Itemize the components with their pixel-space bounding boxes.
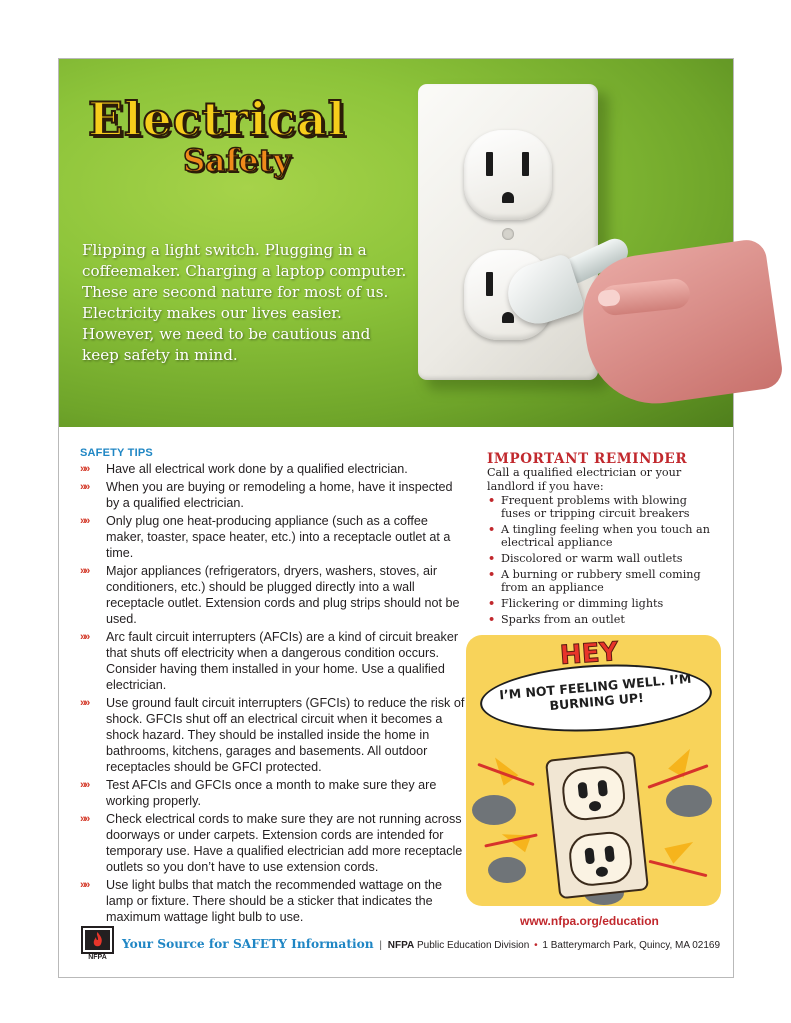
eye [597, 780, 608, 797]
reminder-item-text: Discolored or warm wall outlets [501, 552, 683, 565]
chevron-bullet-icon: »» [80, 697, 89, 709]
safety-tips-list [80, 461, 468, 927]
safety-tip [80, 877, 468, 925]
chevron-bullet-icon: »» [80, 463, 89, 475]
slot [486, 272, 493, 296]
reminder-item [487, 523, 717, 549]
cartoon-outlet-character [545, 751, 649, 900]
safety-tip [80, 461, 468, 477]
mouth [595, 866, 608, 877]
reminder-item-text: Sparks from an outlet [501, 613, 625, 626]
safety-tip-text: Major appliances (refrigerators, dryers, washers, stoves, air conditioners, etc.) should be plugged directly into a wall receptacle outlet. Extension cords and plug strips should not be used. [106, 564, 460, 626]
smoke-puff-icon [488, 857, 526, 883]
bullet-icon: • [488, 522, 496, 536]
mouth [589, 801, 602, 812]
safety-tip-text: Have all electrical work done by a qualified electrician. [106, 462, 408, 476]
cartoon-face-lower [567, 830, 634, 888]
reminder-item-text: Flickering or dimming lights [501, 597, 664, 610]
wall-outlet-image [418, 84, 598, 380]
bullet-icon: • [488, 567, 496, 581]
important-reminder-heading: IMPORTANT REMINDER [487, 451, 688, 467]
chevron-bullet-icon: »» [80, 779, 89, 791]
bullet-icon: • [488, 493, 496, 507]
cartoon-hey: HEY [559, 637, 620, 671]
title-safety: Safety [183, 143, 291, 179]
reminder-item [487, 613, 717, 626]
safety-tip [80, 777, 468, 809]
smoke-puff-icon [472, 795, 516, 825]
reminder-item-text: A burning or rubbery smell coming from an appliance [501, 568, 701, 594]
safety-tip-text: Arc fault circuit interrupters (AFCIs) are a kind of circuit breaker that shuts off electricity when a dangerous condition occurs. Consider having them installed in your home. Use a qualified electrician. [106, 630, 459, 692]
lightning-bolt-icon [664, 834, 697, 864]
safety-tip-text: Use ground fault circuit interrupters (GFCIs) to reduce the risk of shock. GFCIs shut off an electrical circuit when it becomes a shock hazard. They should be installed inside the home in bathrooms, kitchens, garages and basements. All outdoor receptacles should be GFCI protected. [106, 696, 465, 774]
slot [486, 152, 493, 176]
chevron-bullet-icon: »» [80, 565, 89, 577]
nfpa-logo-text: NFPA [88, 954, 107, 960]
safety-tip [80, 629, 468, 693]
bullet-icon: • [488, 612, 496, 626]
eye [577, 782, 588, 799]
burning-outlet-cartoon [466, 635, 721, 906]
ground-hole [502, 312, 514, 323]
nfpa-education-link[interactable]: www.nfpa.org/education [520, 914, 659, 928]
footer-tagline: Your Source for SAFETY Information [122, 937, 374, 951]
chevron-bullet-icon: »» [80, 813, 89, 825]
speech-bubble-text: I’M NOT FEELING WELL. I’M BURNING UP! [498, 670, 692, 714]
footer-bullet-icon: • [534, 940, 538, 951]
safety-tip-text: Only plug one heat-producing appliance (such as a coffee maker, toaster, space heater, etc.) into a receptacle outlet at a time. [106, 514, 451, 560]
bullet-icon: • [488, 551, 496, 565]
intro-paragraph: Flipping a light switch. Plugging in a coffeemaker. Charging a laptop computer. These are second nature for most of us. Electricity makes our lives easier. However, we need to be cautious and keep safety in mind. [82, 241, 407, 364]
ground-hole [502, 192, 514, 203]
reminder-item [487, 494, 717, 520]
safety-tip [80, 479, 468, 511]
screw [502, 228, 514, 240]
safety-tip-text: When you are buying or remodeling a home, have it inspected by a qualified electrician. [106, 480, 453, 510]
safety-tips-heading: SAFETY TIPS [80, 447, 153, 459]
nfpa-logo [81, 926, 114, 960]
eye [584, 848, 595, 865]
title-electrical: Electrical [88, 92, 347, 146]
upper-receptacle [464, 130, 552, 220]
heat-line [649, 860, 708, 877]
reminder-item-text: A tingling feeling when you touch an electrical appliance [501, 523, 710, 549]
footer [122, 937, 720, 951]
safety-tip [80, 513, 468, 561]
safety-tip-text: Check electrical cords to make sure they are not running across doorways or under carpets. Extension cords are intended for temporary use. Have a qualified electrician add more receptacle outlets so you don’t have to use extension cords. [106, 812, 463, 874]
safety-tip-text: Use light bulbs that match the recommended wattage on the lamp or fixture. There should be a sticker that indicates the maximum wattage light bulb to use. [106, 878, 443, 924]
reminder-item-text: Frequent problems with blowing fuses or tripping circuit breakers [501, 494, 690, 520]
reminder-item [487, 552, 717, 565]
chevron-bullet-icon: »» [80, 631, 89, 643]
bullet-icon: • [488, 596, 496, 610]
footer-separator: | [379, 940, 382, 951]
important-reminder-intro: Call a qualified electrician or your landlord if you have: [487, 466, 682, 493]
reminder-item [487, 568, 717, 594]
chevron-bullet-icon: »» [80, 879, 89, 891]
chevron-bullet-icon: »» [80, 515, 89, 527]
eye [604, 845, 615, 862]
reminder-item [487, 597, 717, 610]
safety-tip [80, 563, 468, 627]
footer-address: 1 Batterymarch Park, Quincy, MA 02169 [542, 940, 721, 951]
safety-tip-text: Test AFCIs and GFCIs once a month to make sure they are working properly. [106, 778, 437, 808]
safety-tip [80, 695, 468, 775]
footer-org: NFPA [387, 940, 415, 951]
footer-division: Public Education Division [417, 940, 530, 951]
cartoon-face-upper [560, 764, 627, 822]
slot [522, 152, 529, 176]
chevron-bullet-icon: »» [80, 481, 89, 493]
smoke-puff-icon [666, 785, 712, 817]
important-reminder-list [487, 494, 717, 629]
safety-tip [80, 811, 468, 875]
